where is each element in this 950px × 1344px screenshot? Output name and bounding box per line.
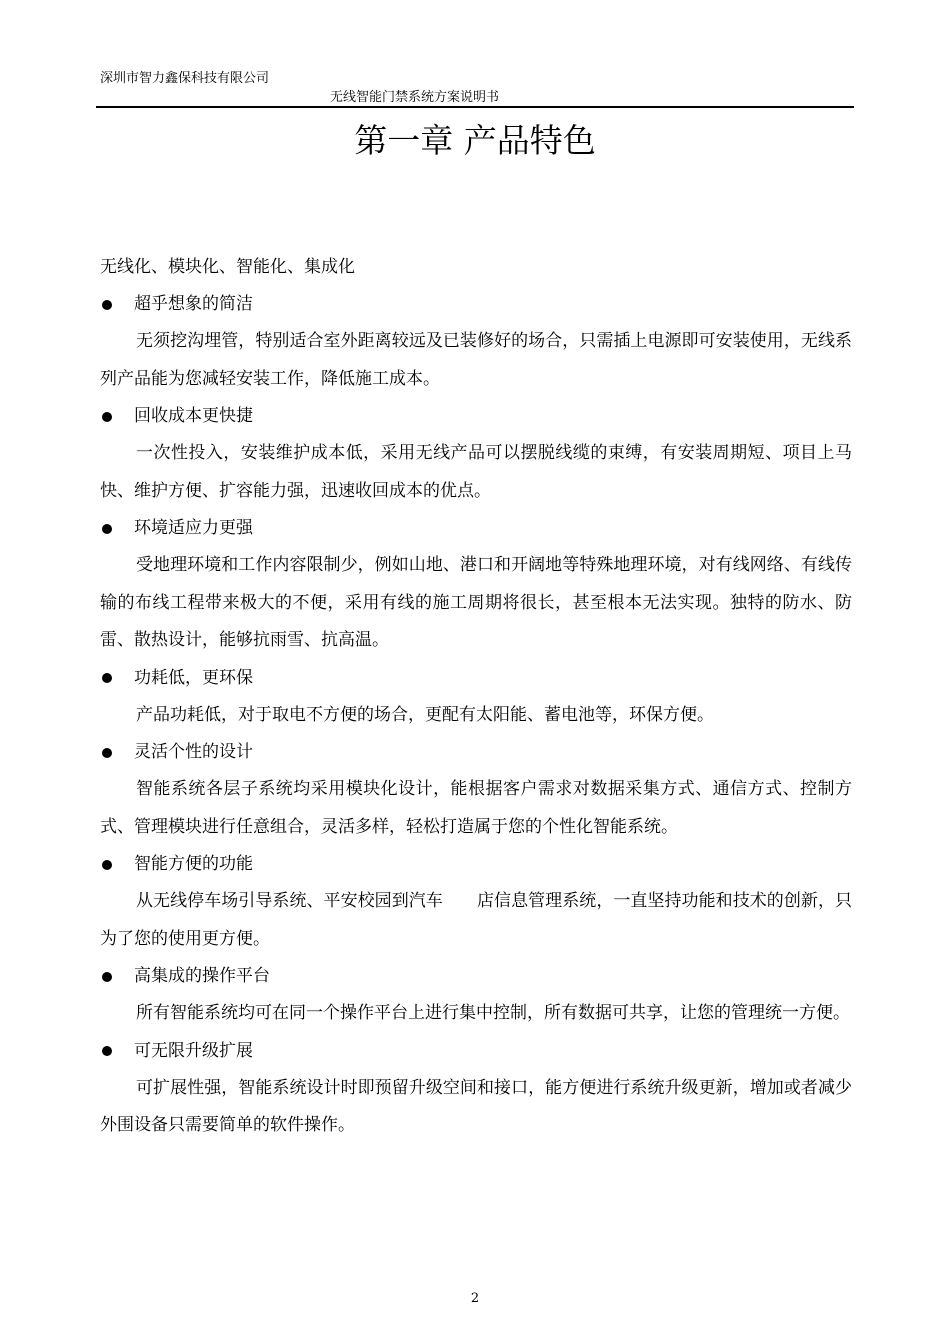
bullet-icon (102, 972, 112, 982)
bullet-icon (102, 1046, 112, 1056)
feature-heading (100, 510, 852, 547)
feature-description: 一次性投入，安装维护成本低，采用无线产品可以摆脱线缆的束缚，有安装周期短、项目上马快、维护方便、扩容能力强，迅速收回成本的优点。 (100, 443, 852, 501)
intro-line: 无线化、模块化、智能化、集成化 (100, 257, 355, 277)
bullet-icon (102, 412, 112, 422)
feature-heading (100, 846, 852, 883)
feature-heading (100, 660, 852, 697)
feature-section (100, 846, 852, 958)
feature-description: 无须挖沟埋管，特别适合室外距离较远及已装修好的场合，只需插上电源即可安装使用，无线系列产品能为您减轻安装工作，降低施工成本。 (100, 331, 852, 389)
feature-section (100, 958, 852, 1033)
header-divider (96, 106, 854, 108)
feature-title: 功耗低，更环保 (134, 667, 253, 688)
feature-title: 可无限升级扩展 (134, 1040, 253, 1061)
feature-section (100, 660, 852, 735)
feature-description: 所有智能系统均可在同一个操作平台上进行集中控制，所有数据可共享，让您的管理统一方便。 (136, 1003, 850, 1023)
feature-heading (100, 958, 852, 995)
feature-title: 回收成本更快捷 (134, 406, 253, 426)
bullet-icon (102, 860, 112, 870)
feature-description: 智能系统各层子系统均采用模块化设计，能根据客户需求对数据采集方式、通信方式、控制方式、管理模块进行任意组合，灵活多样，轻松打造属于您的个性化智能系统。 (100, 779, 852, 837)
feature-heading (100, 286, 852, 323)
feature-title: 灵活个性的设计 (134, 742, 253, 762)
feature-description: 可扩展性强，智能系统设计时即预留升级空间和接口，能方便进行系统升级更新，增加或者减少外围设备只需要简单的软件操作。 (100, 1077, 852, 1135)
bullet-icon (102, 673, 112, 683)
header-company-name: 深圳市智力鑫保科技有限公司 (100, 71, 270, 86)
feature-section (100, 1033, 852, 1145)
feature-description: 产品功耗低，对于取电不方便的场合，更配有太阳能、蓄电池等，环保方便。 (136, 704, 714, 725)
feature-title: 智能方便的功能 (134, 854, 253, 874)
feature-description: 受地理环境和工作内容限制少，例如山地、港口和开阔地等特殊地理环境，对有线网络、有线传输的布线工程带来极大的不便，采用有线的施工周期将很长，甚至根本无法实现。独特的防水、防雷、散热设计，能够抗雨雪、抗高温。 (100, 555, 852, 650)
bullet-icon (102, 300, 112, 310)
feature-title: 超乎想象的简洁 (134, 294, 253, 314)
feature-title: 环境适应力更强 (134, 518, 253, 538)
feature-heading (100, 1033, 852, 1070)
header-document-title: 无线智能门禁系统方案说明书 (330, 90, 500, 105)
feature-section (100, 286, 852, 398)
chapter-title: 第一章 产品特色 (354, 121, 596, 160)
feature-title: 高集成的操作平台 (134, 966, 270, 986)
feature-section (100, 510, 852, 660)
feature-description: 从无线停车场引导系统、平安校园到汽车 店信息管理系统，一直坚持功能和技术的创新，只为了您的使用更方便。 (100, 891, 852, 949)
feature-section (100, 734, 852, 846)
page-body (100, 252, 852, 1145)
page-number: 2 (470, 1291, 480, 1306)
feature-heading (100, 734, 852, 771)
feature-heading (100, 398, 852, 435)
bullet-icon (102, 524, 112, 534)
feature-section (100, 398, 852, 510)
bullet-icon (102, 748, 112, 758)
